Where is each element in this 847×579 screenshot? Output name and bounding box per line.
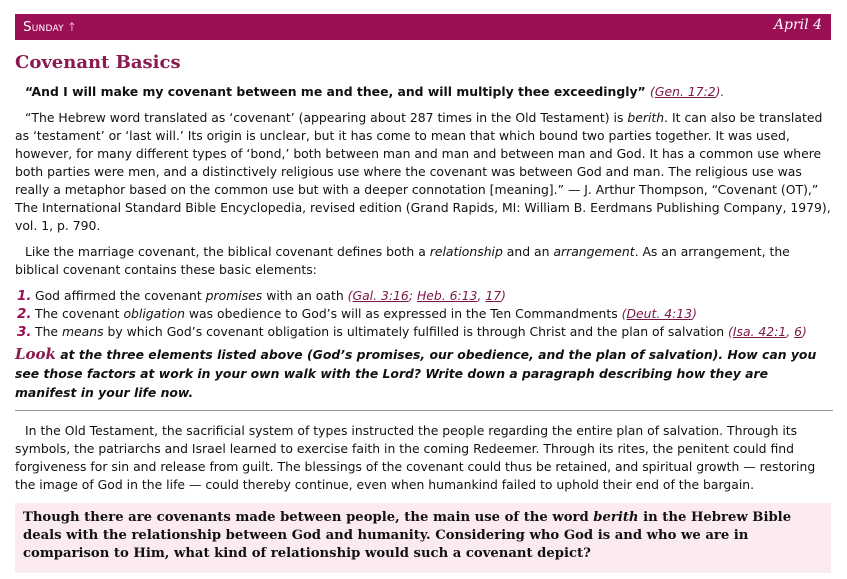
ref-close: ). [715,84,725,99]
item1-text-a: God affirmed the covenant [35,288,206,303]
para1-term: berith [627,110,665,125]
semicolon: ; [408,288,417,303]
paragraph-sacrificial-system: In the Old Testament, the sacrificial system of types instructed the people regarding the entire plan of salvation. Through its symbols, the patriarchs and Israel learned to exercise faith in the coming Redeemer. Through its rites, the penitent could find forgiveness for sin and release from guilt. The blessings of the covenant could thus be retained, and spiritual growth — restoring the image of God in the life — could thereby continue, even when humankind failed to uphold their end of the bargain. [15,423,816,492]
ref-open: ( [650,84,655,99]
list-item [15,287,833,305]
item3-text-b: by which God’s covenant obligation is ultimately fulfilled is through Christ and the plan of salvation [103,324,728,339]
item2-text-a: The covenant [35,306,124,321]
item3-term: means [61,324,104,339]
paren-open: ( [728,324,733,339]
day-text: Sunday [23,19,64,35]
paren-open: ( [347,288,353,303]
para2-term1: relationship [429,244,503,259]
memory-text [15,83,833,101]
item3-refs [728,324,807,339]
item2-refs [622,306,697,321]
covenant-elements-list [15,287,833,341]
paren-close: ) [802,324,807,339]
list-number: 1. [17,288,32,304]
link-heb-6-17[interactable]: 17 [485,288,502,303]
lower-content [15,422,833,494]
item1-term: promises [205,288,263,303]
para2-term2: arrangement [553,244,635,259]
memory-text-body: “And I will make my covenant between me and thee, and will multiply thee exceedingly” [25,84,646,99]
link-heb-6-13[interactable]: Heb. 6:13 [416,288,478,303]
paragraph-hebrew-word [15,109,833,235]
up-arrow-icon[interactable]: ↑ [66,20,78,34]
comma: , [477,288,486,303]
item1-refs [348,288,506,303]
memory-text-ref [650,84,724,99]
discussion-question [15,503,831,563]
look-text: at the three elements listed above (God’s promises, our obedience, and the plan of salvation). How can you see those factors at work in your own walk with the Lord? Write down a paragraph describing how they are manifest in your life now. [15,347,817,400]
discussion-text-b: in the Hebrew Bible deals with the relationship between God and humanity. Considering who God is and who we are in comparison to Him, what kind of relationship would such a covenant depict? [23,510,792,561]
list-item [15,305,833,323]
look-keyword: Look [15,345,56,363]
para2-text-b: and an [502,244,554,259]
item2-text-b: was obedience to God’s will as expressed in the Ten Commandments [184,306,622,321]
comma: , [786,324,795,339]
para1-text-a: “The Hebrew word translated as ‘covenant’ (appearing about 287 times in the Old Testament) is [25,110,628,125]
list-number: 2. [17,306,32,322]
para2-text-c: . As an arrangement, the biblical covenant contains these basic elements: [15,244,790,277]
paren-open: ( [621,306,627,321]
discussion-text-a: Though there are covenants made between people, the main use of the word [23,510,594,525]
date-label: April 4 [773,17,822,33]
paren-close: ) [692,306,697,321]
main-content [15,83,833,402]
section-divider [15,410,833,411]
link-isa-42-1[interactable]: Isa. 42:1 [732,324,787,339]
para1-text-b: . It can also be translated as ‘testament’ or ‘last will.’ Its origin is unclear, but it has come to mean that which bound two parties together. It was used, however, for many different types of ‘bond,’ both between man and man and between man and God. It has a common use where both parties were men, and a distinctively religious use where the covenant was between God and man. The religious use was really a metaphor based on the common use but with a deeper connotation [meaning].” — J. Arthur Thompson, “Covenant (OT),” The International Standard Bible Encyclopedia, revised edition (Grand Rapids, MI: William B. Eerdmans Publishing Company, 1979), vol. 1, p. 790. [15,110,831,233]
link-gen-17-2[interactable]: Gen. 17:2 [654,84,716,99]
para2-text-a: Like the marriage covenant, the biblical covenant defines both a [25,244,430,259]
paren-close: ) [501,288,506,303]
day-label [23,19,77,35]
discussion-box [15,503,831,573]
item3-text-a: The [35,324,62,339]
link-gal-3-16[interactable]: Gal. 3:16 [352,288,409,303]
paragraph-marriage-covenant [15,243,833,279]
day-header-bar [15,14,831,40]
list-number: 3. [17,324,32,340]
item1-text-b: with an oath [262,288,348,303]
link-isa-42-6[interactable]: 6 [794,324,803,339]
list-item [15,323,833,341]
page-title: Covenant Basics [15,52,181,73]
item2-term: obligation [123,306,185,321]
discussion-term: berith [593,510,639,525]
look-question [15,345,833,402]
link-deut-4-13[interactable]: Deut. 4:13 [626,306,693,321]
